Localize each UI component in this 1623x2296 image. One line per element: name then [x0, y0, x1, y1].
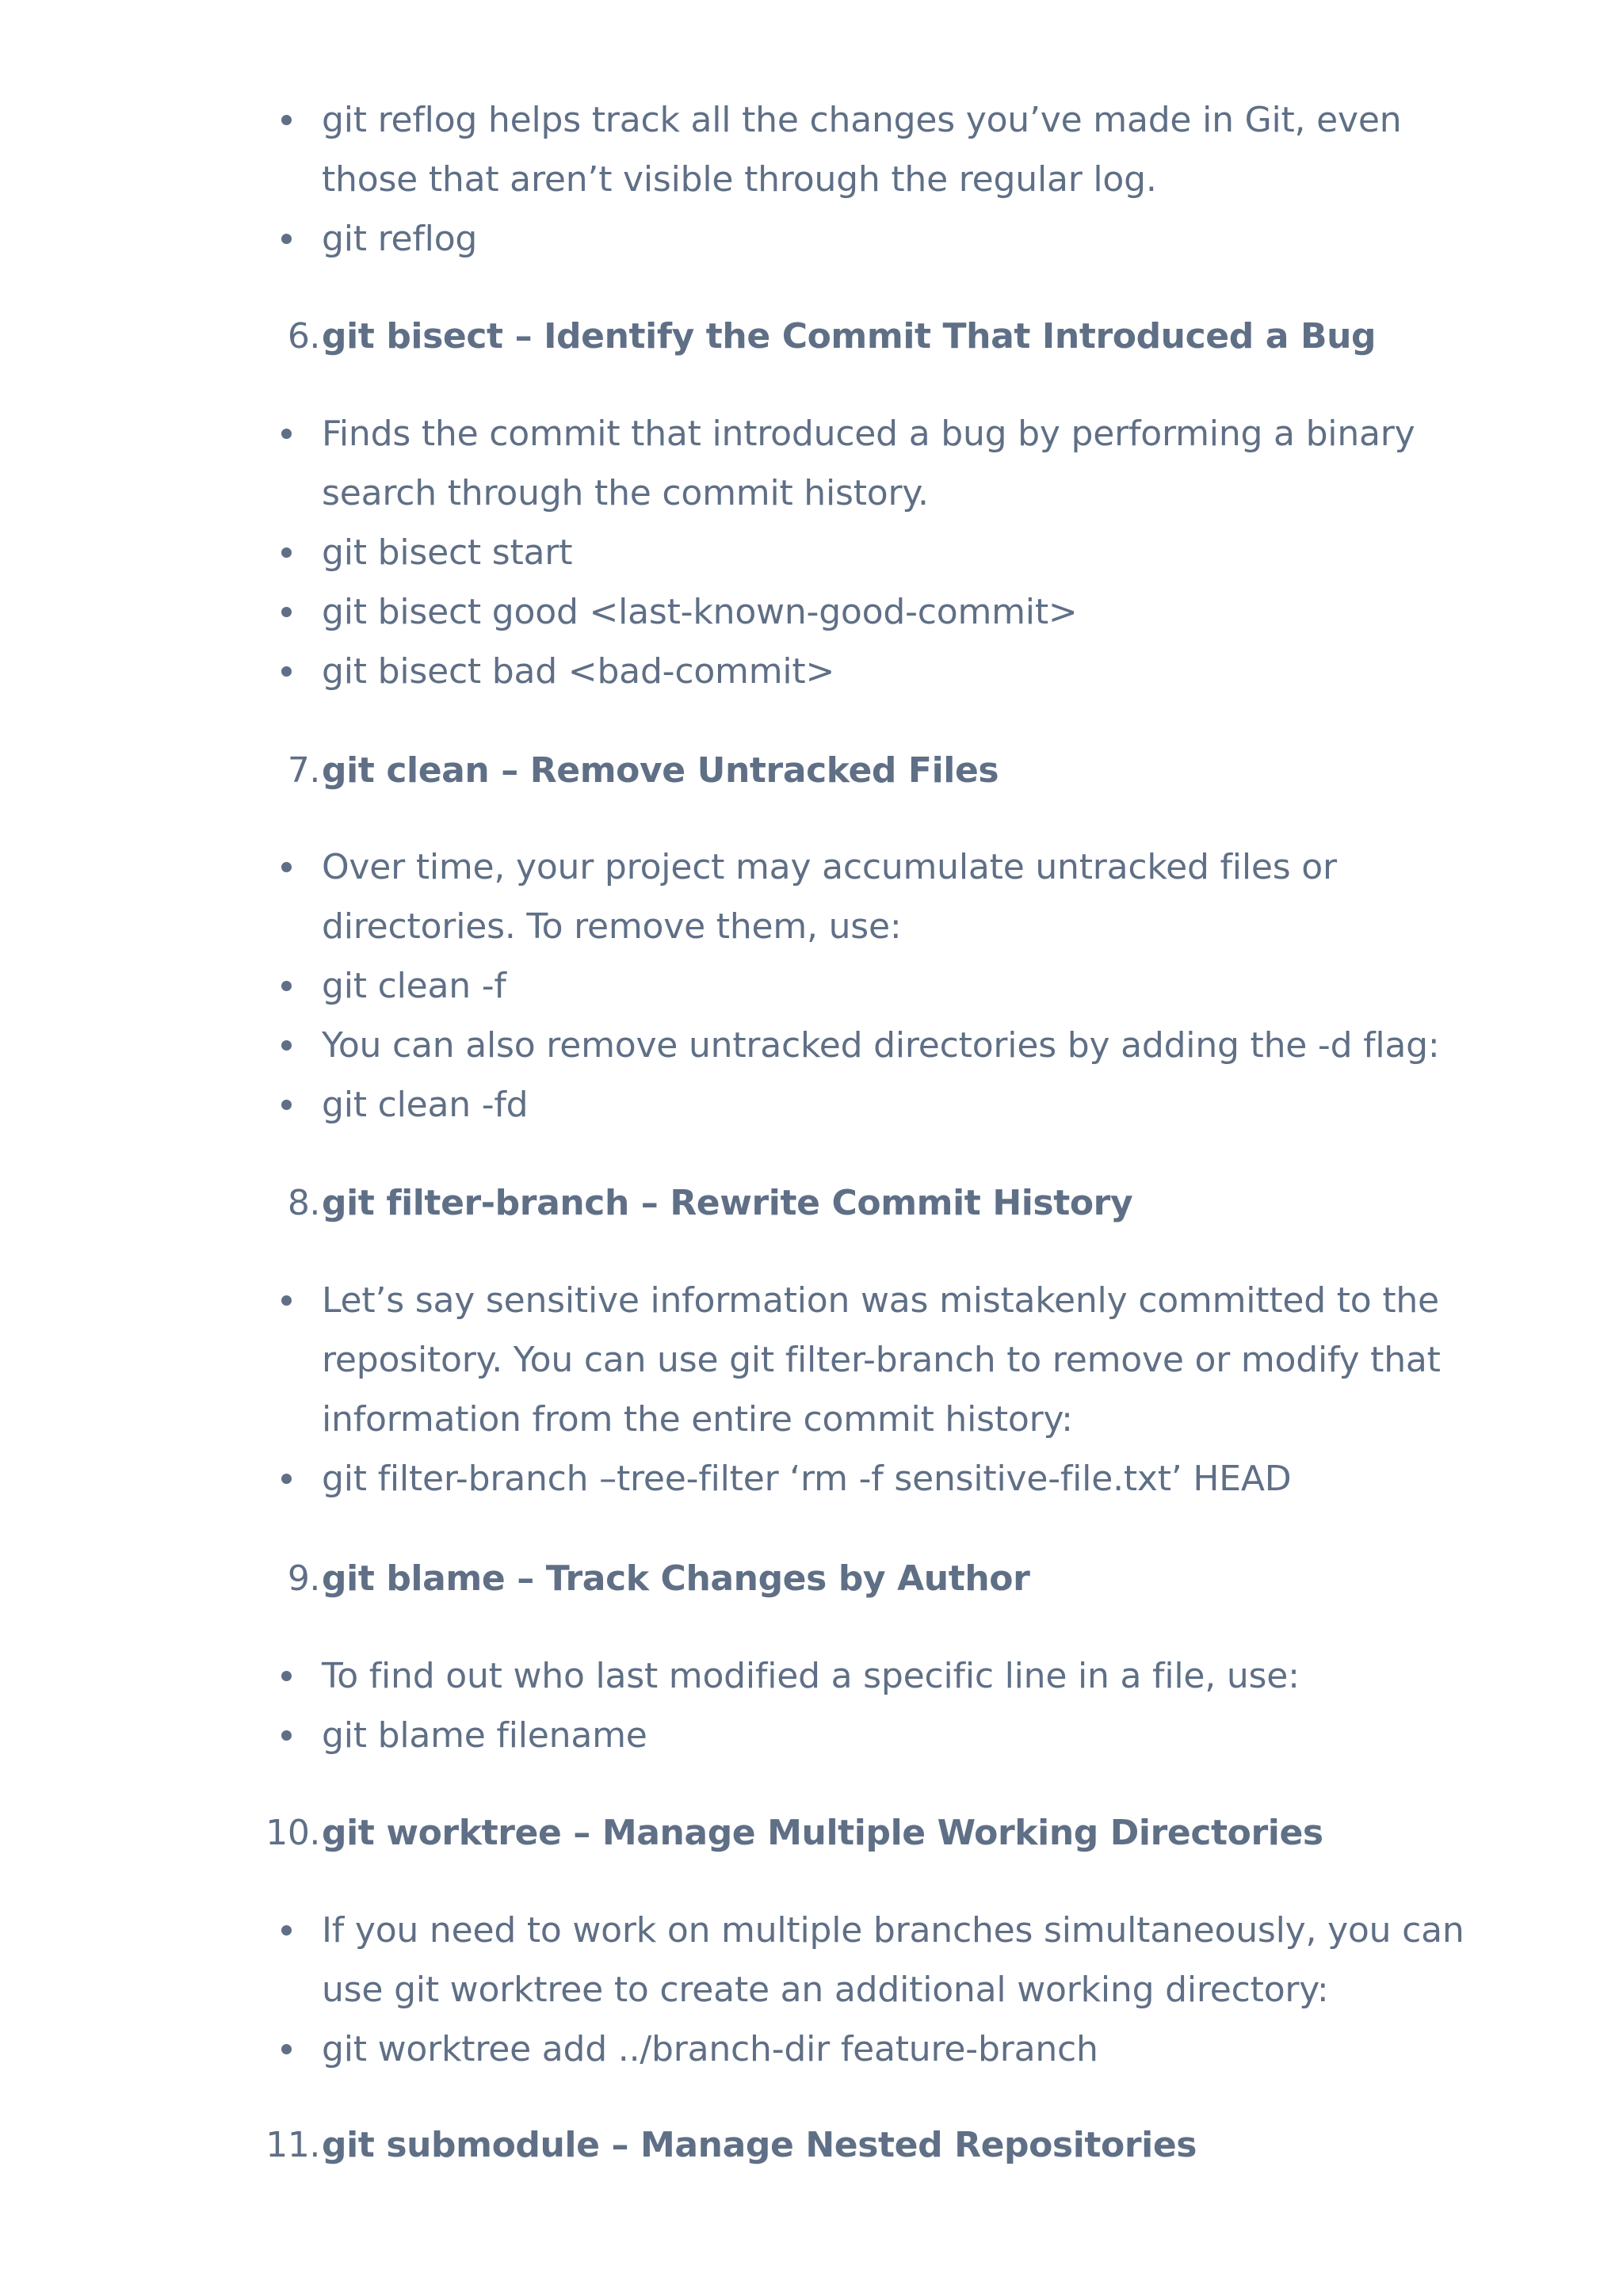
- list-item: [0, 582, 1623, 642]
- bullet-dot-icon: [281, 429, 292, 439]
- section-heading-6: [0, 307, 1623, 366]
- section-heading-9: [0, 1549, 1623, 1608]
- list-item: [0, 90, 1623, 209]
- list-item: [0, 642, 1623, 701]
- bullet-dot-icon: [281, 1295, 292, 1306]
- list-item: [0, 209, 1623, 269]
- list-item-text: git bisect start: [322, 532, 573, 573]
- bullet-dot-icon: [281, 666, 292, 677]
- bullet-dot-icon: [281, 115, 292, 125]
- section-title: git clean – Remove Untracked Files: [322, 750, 999, 791]
- section-number: 6.: [287, 316, 320, 357]
- section-number: 7.: [287, 750, 320, 791]
- list-item: [0, 1646, 1623, 1706]
- section-9-list: [0, 1646, 1623, 1765]
- section-number: 11.: [265, 2125, 320, 2165]
- bullet-dot-icon: [281, 1100, 292, 1110]
- section-title: git bisect – Identify the Commit That Introduced a Bug: [322, 316, 1377, 357]
- list-item-text: Finds the commit that introduced a bug by performing a binary search through the commit history.: [322, 414, 1415, 513]
- list-item-text: If you need to work on multiple branches simultaneously, you can use git worktree to create an additional working directory:: [322, 1910, 1465, 2010]
- list-item: [0, 523, 1623, 582]
- section-title: git filter-branch – Rewrite Commit History: [322, 1183, 1133, 1223]
- list-item-text: git worktree add ../branch-dir feature-branch: [322, 2029, 1098, 2069]
- bullet-dot-icon: [281, 1040, 292, 1051]
- section-8-list: [0, 1271, 1623, 1508]
- list-item-text: git blame filename: [322, 1715, 647, 1756]
- section-number: 10.: [265, 1813, 320, 1853]
- section-heading-10: [0, 1803, 1623, 1863]
- bullet-dot-icon: [281, 1474, 292, 1484]
- bullet-dot-icon: [281, 1730, 292, 1741]
- list-item-text: git clean -f: [322, 966, 506, 1006]
- list-item-text: To find out who last modified a specific line in a file, use:: [322, 1656, 1300, 1696]
- list-item: [0, 956, 1623, 1016]
- bullet-dot-icon: [281, 607, 292, 617]
- bullet-dot-icon: [281, 862, 292, 872]
- list-item: [0, 1075, 1623, 1135]
- bullet-dot-icon: [281, 547, 292, 558]
- section-number: 8.: [287, 1183, 320, 1223]
- list-item: [0, 1449, 1623, 1508]
- section-heading-8: [0, 1173, 1623, 1233]
- list-item-text: git bisect bad <bad-commit>: [322, 651, 835, 692]
- list-item-text: git bisect good <last-known-good-commit>: [322, 592, 1078, 632]
- bullet-dot-icon: [281, 1671, 292, 1681]
- section-heading-11: [0, 2115, 1623, 2175]
- section-10-list: [0, 1901, 1623, 2079]
- list-item-text: Let’s say sensitive information was mistakenly committed to the repository. You can use git filter-branch to remove or modify that information from the entire commit history:: [322, 1280, 1441, 1440]
- bullet-dot-icon: [281, 981, 292, 991]
- list-item-text: git clean -fd: [322, 1085, 529, 1125]
- section-number: 9.: [287, 1558, 320, 1599]
- list-item: [0, 1016, 1623, 1075]
- bullet-dot-icon: [281, 1925, 292, 1936]
- list-item: [0, 837, 1623, 956]
- intro-list: [0, 90, 1623, 269]
- section-7-list: [0, 837, 1623, 1135]
- list-item-text: You can also remove untracked directories by adding the -d flag:: [322, 1025, 1440, 1066]
- list-item: [0, 1271, 1623, 1449]
- list-item: [0, 1901, 1623, 2019]
- list-item-text: git reflog: [322, 219, 478, 259]
- section-title: git submodule – Manage Nested Repositories: [322, 2125, 1197, 2165]
- bullet-dot-icon: [281, 2044, 292, 2054]
- bullet-dot-icon: [281, 234, 292, 244]
- list-item: [0, 2019, 1623, 2079]
- section-title: git blame – Track Changes by Author: [322, 1558, 1030, 1599]
- section-heading-7: [0, 741, 1623, 800]
- list-item-text: git reflog helps track all the changes you’ve made in Git, even those that aren’t visible through the regular log.: [322, 100, 1402, 200]
- section-6-list: [0, 404, 1623, 701]
- list-item: [0, 1706, 1623, 1765]
- section-title: git worktree – Manage Multiple Working Directories: [322, 1813, 1323, 1853]
- list-item-text: git filter-branch –tree-filter ‘rm -f sensitive-file.txt’ HEAD: [322, 1459, 1292, 1499]
- list-item: [0, 404, 1623, 523]
- list-item-text: Over time, your project may accumulate untracked files or directories. To remove them, use:: [322, 847, 1337, 947]
